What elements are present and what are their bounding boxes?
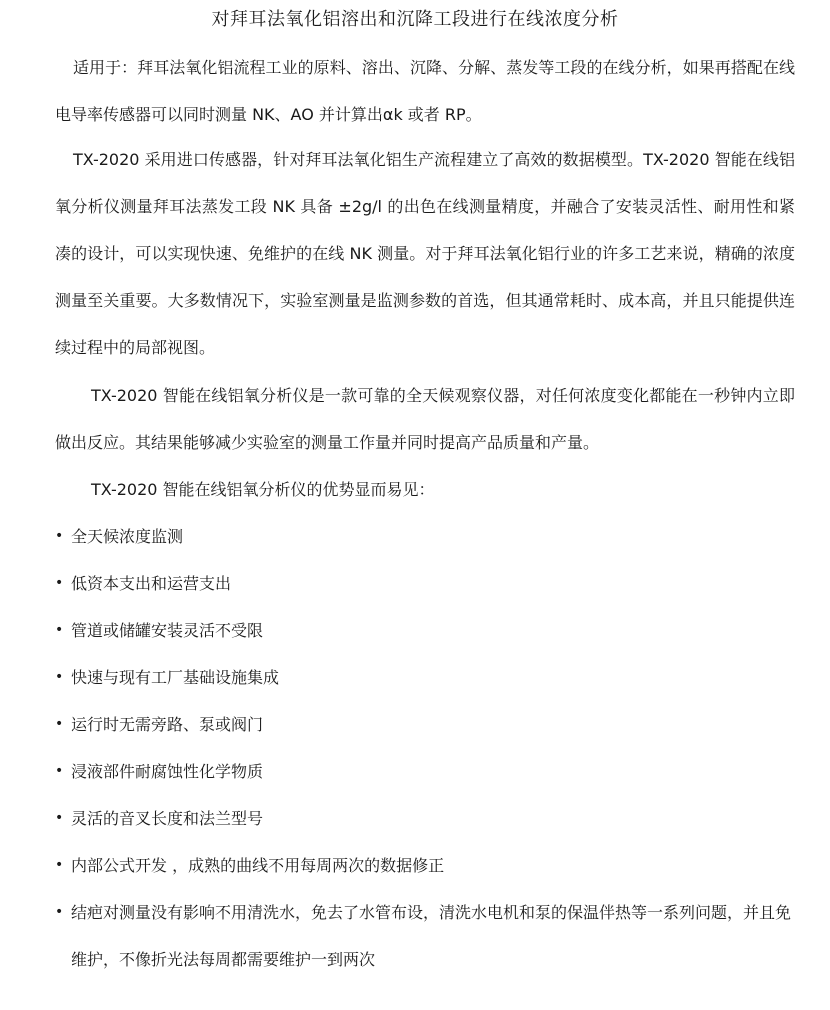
list-item: [55, 748, 795, 795]
list-item-text: 管道或储罐安装灵活不受限: [71, 621, 264, 640]
list-item-text: 浸液部件耐腐蚀性化学物质: [71, 762, 264, 781]
list-item-text: 快速与现有工厂基础设施集成: [71, 668, 280, 687]
bullet-icon: •: [55, 857, 64, 873]
document-title: 对拜耳法氧化铝溶出和沉降工段进行在线浓度分析: [211, 9, 619, 30]
list-item: [55, 654, 795, 701]
paragraph-reliability: TX-2020 智能在线铝氧分析仪是一款可靠的全天候观察仪器，对任何浓度变化都能在一秒钟内立即做出反应。其结果能够减少实验室的测量工作量并同时提高产品质量和产量。: [55, 386, 795, 452]
list-item: [55, 842, 795, 889]
bullet-icon: •: [55, 575, 64, 591]
list-item: [55, 889, 795, 983]
bullet-icon: •: [55, 622, 64, 638]
list-item-text: 内部公式开发 ，成熟的曲线不用每周两次的数据修正: [71, 856, 445, 875]
list-item-text: 低资本支出和运营支出: [71, 574, 232, 593]
list-item-text: 结疤对测量没有影响不用清洗水，免去了水管布设，清洗水电机和泵的保温伴热等一系列问题，并且免维护，不像折光法每周都需要维护一到两次: [71, 903, 792, 969]
list-item: [55, 795, 795, 842]
list-item: [55, 701, 795, 748]
bullet-icon: •: [55, 763, 64, 779]
bullet-icon: •: [55, 716, 64, 732]
bullet-icon: •: [55, 810, 64, 826]
list-item-text: 灵活的音叉长度和法兰型号: [71, 809, 264, 828]
advantages-list: [55, 513, 795, 983]
list-item: [55, 607, 795, 654]
paragraph-application-scope: 适用于：拜耳法氧化铝流程工业的原料、溶出、沉降、分解、蒸发等工段的在线分析，如果再搭配在线电导率传感器可以同时测量 NK、AO 并计算出αk 或者 RP。: [55, 58, 795, 124]
list-item-text: 运行时无需旁路、泵或阀门: [71, 715, 264, 734]
list-item: [55, 513, 795, 560]
paragraph-advantages-heading: TX-2020 智能在线铝氧分析仪的优势显而易见：: [91, 480, 435, 499]
bullet-icon: •: [55, 528, 64, 544]
paragraph-product-intro: TX-2020 采用进口传感器，针对拜耳法氧化铝生产流程建立了高效的数据模型。TX-2020 智能在线铝氧分析仪测量拜耳法蒸发工段 NK 具备 ±2g/l 的出色在线测量精度，并融合了安装灵活性、耐用性和紧凑的设计，可以实现快速、免维护的在线 NK 测量。对于拜耳法氧化铝行业的许多工艺来说，精确的浓度测量至关重要。大多数情况下，实验室测量是监测参数的首选，但其通常耗时、成本高，并且只能提供连续过程中的局部视图。: [55, 150, 795, 357]
bullet-icon: •: [55, 669, 64, 685]
bullet-icon: •: [55, 904, 64, 920]
list-item-text: 全天候浓度监测: [71, 527, 184, 546]
list-item: [55, 560, 795, 607]
